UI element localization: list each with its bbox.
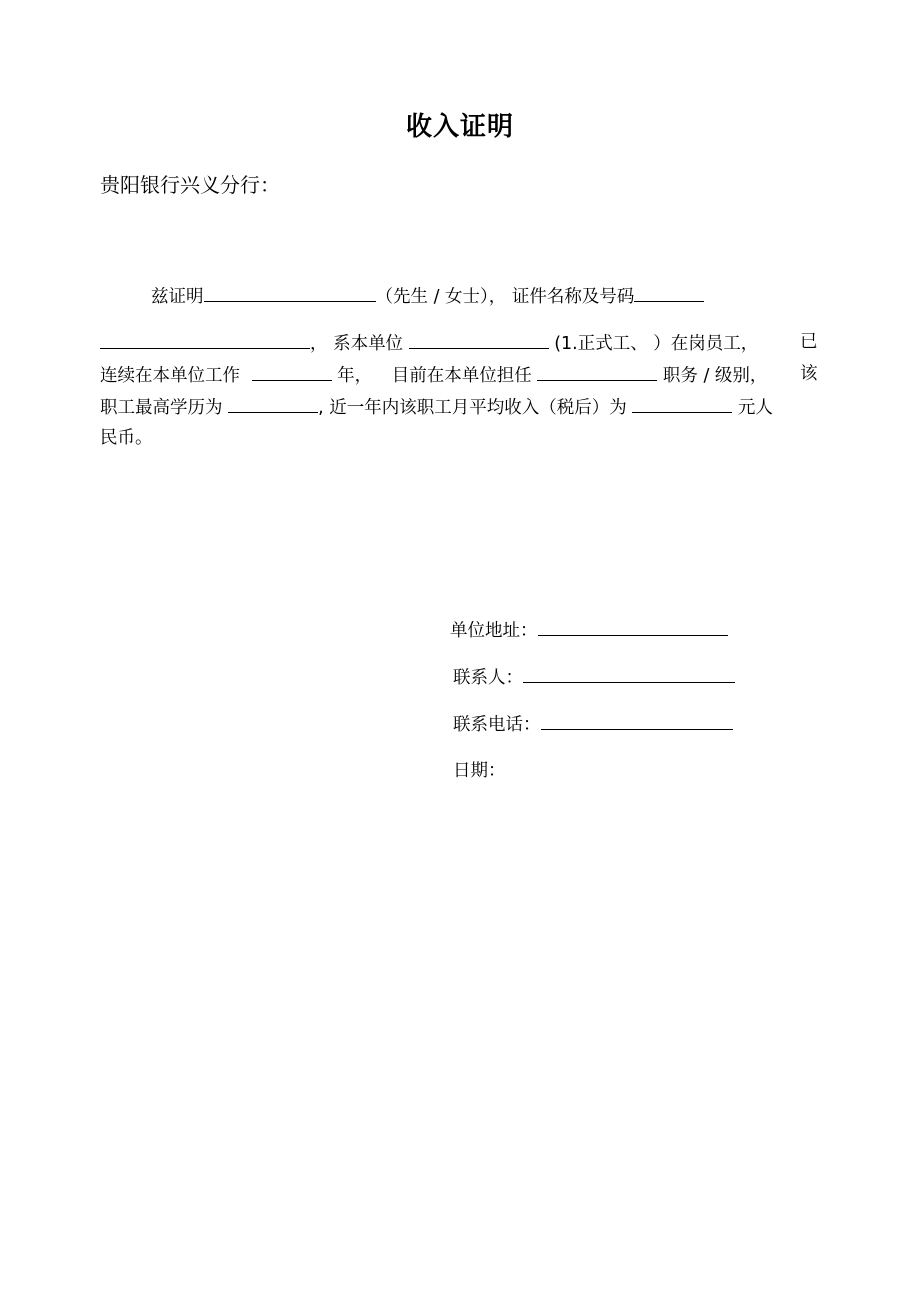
text-yuan: 元人 [737, 398, 773, 418]
text-certify: 兹证明 [151, 287, 204, 307]
text-income: , 近一年内该职工月平均收入（税后）为 [318, 398, 627, 418]
text-education: 职工最高学历为 [100, 398, 223, 418]
position-blank[interactable] [537, 362, 657, 381]
phone-label: 联系电话： [453, 715, 541, 735]
text-position: 目前在本单位担任 [391, 366, 532, 386]
body-line-4 [100, 394, 773, 420]
contact-row [453, 664, 735, 690]
addressee: 贵阳银行兴义分行： [100, 173, 280, 197]
body-line-2 [100, 330, 758, 356]
employer-blank[interactable] [409, 330, 549, 349]
body-line-3 [100, 362, 767, 388]
address-row [450, 617, 728, 643]
phone-blank[interactable] [541, 711, 733, 730]
address-label: 单位地址： [450, 621, 538, 641]
contact-label: 联系人： [453, 668, 523, 688]
income-blank[interactable] [632, 394, 732, 413]
text-already: 已 [800, 332, 818, 352]
text-gender-id: （先生 / 女士）， 证件名称及号码 [375, 287, 635, 307]
id-number-blank[interactable] [634, 283, 704, 302]
date-label: 日期： [453, 761, 506, 781]
text-level: 职务 / 级别， [662, 366, 768, 386]
address-blank[interactable] [538, 617, 728, 636]
text-the: 该 [800, 364, 818, 384]
years-blank[interactable] [252, 362, 332, 381]
body-line-5: 民币。 [100, 428, 153, 448]
phone-row [453, 711, 733, 737]
text-worked: 连续在本单位工作 [100, 366, 240, 386]
body-line-1 [151, 283, 704, 309]
text-employment-type: (1.正式工、 ）在岗员工， [554, 334, 759, 354]
id-number-blank-continued[interactable] [100, 330, 310, 349]
contact-blank[interactable] [523, 664, 735, 683]
name-blank[interactable] [204, 283, 376, 302]
date-row [453, 759, 506, 783]
text-employer: ， 系本单位 [310, 334, 404, 354]
document-title: 收入证明 [405, 112, 514, 142]
education-blank[interactable] [228, 394, 318, 413]
text-years: 年， [337, 366, 373, 386]
